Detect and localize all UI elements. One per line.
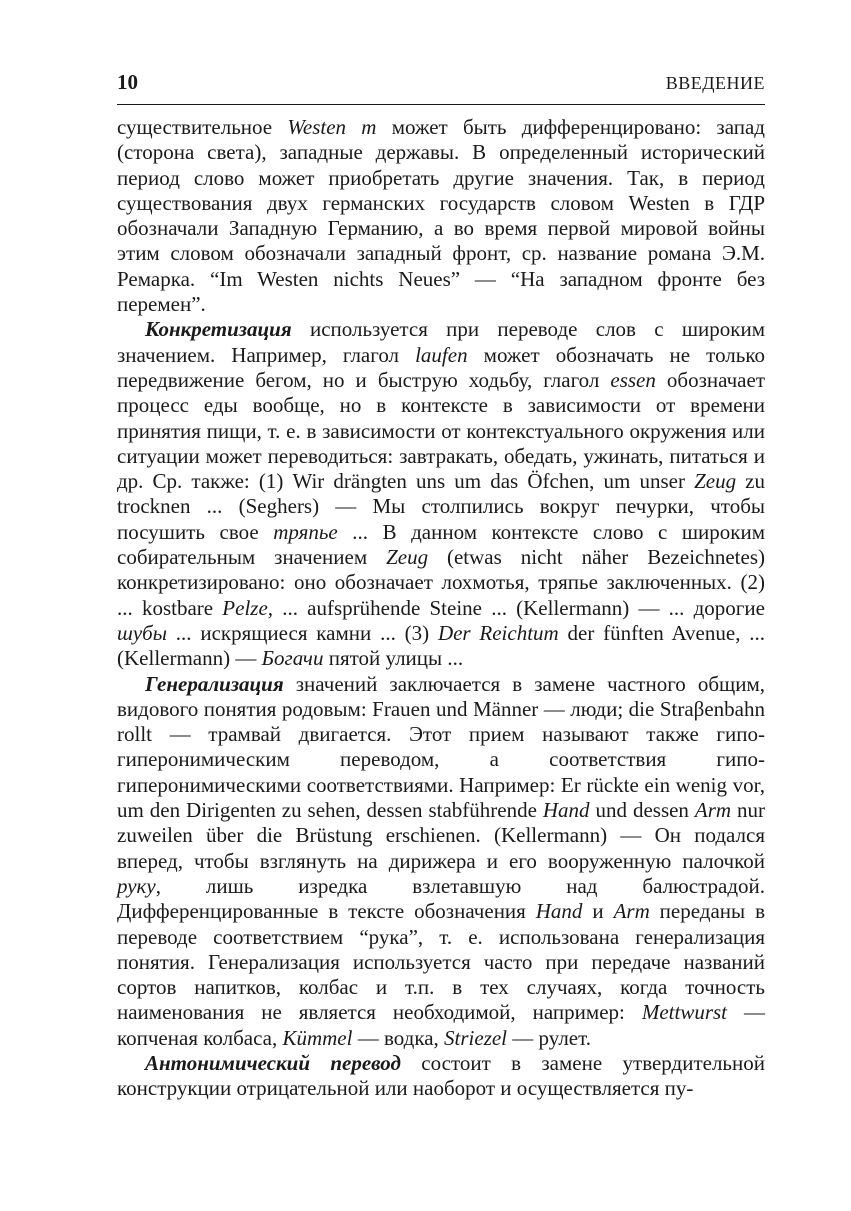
- term-heading: Генерализация: [145, 671, 284, 696]
- text-run: существительное: [117, 115, 288, 139]
- section-title: ВВЕДЕНИЕ: [665, 73, 765, 93]
- term-heading: Конкретизация: [145, 317, 292, 342]
- text-run: пятой улицы ...: [323, 646, 464, 671]
- text-run: — копченая колбаса,: [117, 1000, 765, 1050]
- italic-example: Der Reichtum: [437, 620, 559, 645]
- italic-example: Zeug: [386, 545, 429, 570]
- italic-example: Striezel: [444, 1025, 508, 1050]
- text-run: используется при переводе слов с широким значением. Например, глагол: [117, 317, 765, 367]
- body-text: [117, 115, 765, 1102]
- running-head: [117, 70, 765, 105]
- page-number: 10: [117, 70, 138, 94]
- text-run: обозначает процесс еды вообще, но в контексте в зависимости от времени принятия пищи, т. е. в зависимости от контекстуального окружения или ситуации может переводиться: завтракать, обедать, ужинать, питаться и др. Ср. также: (1) Wir drängten uns um das Öfchen, um unser: [117, 367, 765, 494]
- text-run: — рулет.: [507, 1025, 591, 1050]
- text-run: — водка,: [352, 1025, 445, 1050]
- text-run: (etwas nicht näher Bezeichnetes) конкретизировано: оно обозначает лохмотья, тряпье заключенных. (2) ... kostbare: [117, 545, 765, 620]
- italic-example: Arm: [694, 798, 732, 823]
- paragraph-generalizatsiya: [117, 672, 765, 1051]
- book-page: [117, 70, 765, 1102]
- text-run: ... искрящиеся камни ... (3): [166, 620, 438, 645]
- text-run: und dessen: [589, 798, 695, 823]
- text-run: , лишь изредка взлетавшую над балюстрадой. Дифференцированные в тексте обозначения: [117, 873, 765, 924]
- italic-example: Westen m: [287, 115, 377, 139]
- italic-example: laufen: [415, 342, 468, 367]
- text-run: и: [582, 899, 614, 924]
- italic-example: тряпье: [273, 519, 338, 544]
- italic-example: Zeug: [694, 469, 737, 494]
- paragraph-antonimicheskiy-perevod: [117, 1051, 765, 1102]
- term-heading: Антонимический перевод: [145, 1050, 401, 1075]
- italic-example: Mettwurst: [641, 1000, 728, 1025]
- text-run: переданы в переводе соответствием “рука”, т. е. использована генерализация понятия. Генерализация используется часто при передаче названий сортов напитков, колбас и т.п. в тех случаях, когда точность наименования не является необходимой, например:: [117, 899, 765, 1025]
- text-run: ... aufsprühende Steine ... (Kellermann) — ... дорогие: [273, 595, 765, 620]
- text-run: может быть дифференцировано: запад (сторона света), западные державы. В определенный исторический период слово может приобретать другие значения. Так, в период существования двух германских государств словом Westen в ГДР обозначали Западную Германию, а во время первой мировой войны этим словом обозначали западный фронт, ср. название романа Э.М. Ремарка. “Im Westen nichts Neues” — “На западном фронте без перемен”.: [117, 115, 765, 317]
- italic-example: Arm: [613, 899, 650, 924]
- text-run: der fünften Avenue, ... (Kellermann) —: [117, 620, 765, 671]
- text-run: ... В данном контексте слово с широким собирательным значением: [117, 519, 766, 570]
- text-run: nur zuweilen über die Brüstung erschienen. (Kellermann) — Он подался вперед, чтобы взглянуть на дирижера и его вооруженную палочкой: [117, 798, 765, 873]
- text-run: zu trocknen ... (Seghers) — Мы столпились вокруг печурки, чтобы посушить свое: [117, 469, 765, 544]
- italic-example: Hand: [542, 798, 590, 823]
- italic-example: Pelze,: [222, 595, 274, 620]
- paragraph-westen: [117, 115, 765, 317]
- text-run: значений заключается в замене частного общим, видового понятия родовым: Frauen und Männer — люди; die Straβenbahn rollt — трамвай двигается. Этот прием называют также гипо-гиперонимическим переводом, а соответствия гипо-гиперонимическими соответствиями. Например: Er rückte ein wenig vor, um den Dirigenten zu sehen, dessen stabführende: [117, 671, 765, 823]
- italic-example: Богачи: [261, 646, 324, 671]
- italic-example: essen: [610, 367, 656, 392]
- paragraph-konkretizatsiya: [117, 317, 765, 671]
- italic-example: руку: [117, 873, 156, 898]
- text-run: состоит в замене утвердительной конструкции отрицательной или наоборот и осуществляется пу-: [117, 1050, 765, 1101]
- italic-example: шубы: [117, 620, 167, 645]
- text-run: может обозначать не только передвижение бегом, но и быструю ходьбу, глагол: [117, 342, 765, 392]
- italic-example: Kümmel: [282, 1025, 353, 1050]
- italic-example: Hand: [535, 899, 583, 924]
